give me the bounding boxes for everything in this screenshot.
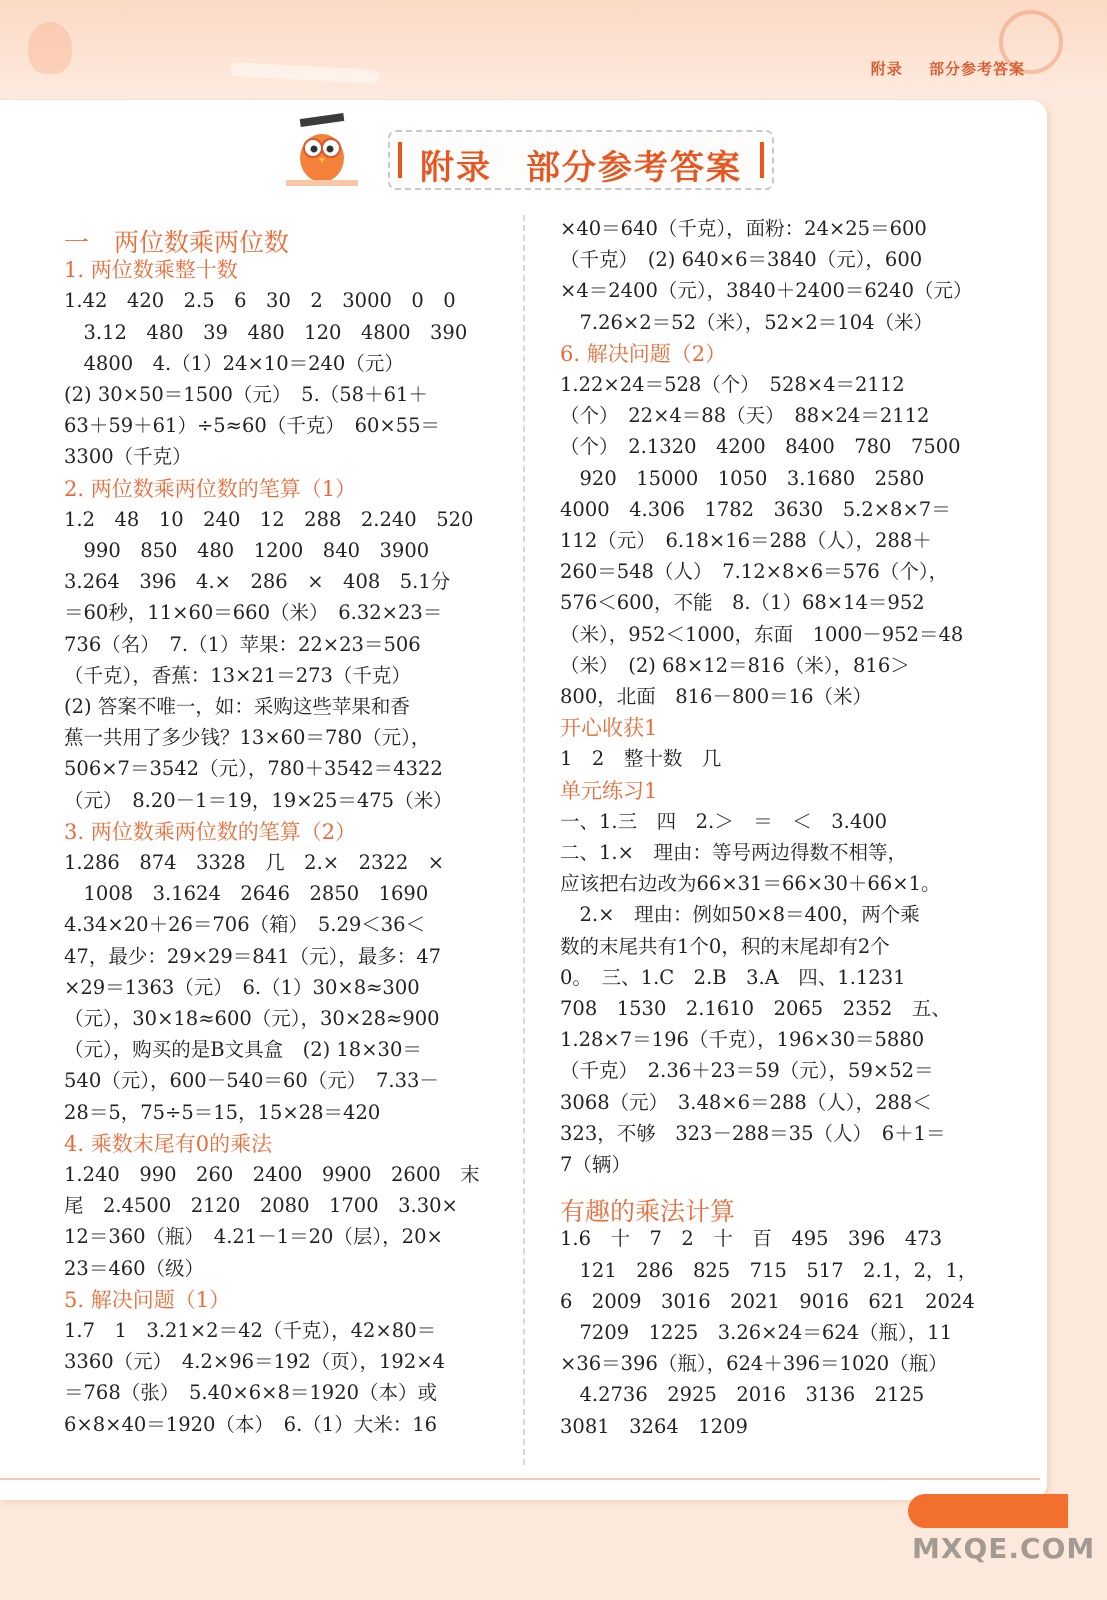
title-left: 附录 xyxy=(420,148,492,188)
answer-line: 28＝5，75÷5＝15，15×28＝420 xyxy=(64,1100,381,1124)
answer-line: 1.22×24＝528（个） 528×4＝2112 xyxy=(560,373,905,396)
answer-line: (2) 30×50＝1500（元） 5.（58＋61＋ xyxy=(64,383,428,406)
answer-line: 6×8×40＝1920（本） 6.（1）大米：16 xyxy=(64,1412,438,1436)
answer-line: （米），952＜1000，东面 1000－952＝48 xyxy=(560,622,964,646)
bottom-rule xyxy=(0,1478,1040,1480)
answer-line: 7.26×2＝52（米），52×2＝104（米） xyxy=(560,310,934,334)
answer-line: 4000 4.306 1782 3630 5.2×8×7＝ xyxy=(560,497,951,521)
answer-line: 1 2 整十数 几 xyxy=(560,747,722,771)
answer-line: (2) 答案不唯一，如：采购这些苹果和香 xyxy=(64,695,410,718)
section-heading: 有趣的乘法计算 xyxy=(560,1197,736,1227)
header-section: 附录 xyxy=(870,60,903,78)
answer-line: 736（名） 7.（1）苹果：22×23＝506 xyxy=(64,632,421,656)
column-divider xyxy=(523,215,525,1465)
answer-line: 7209 1225 3.26×24＝624（瓶），11 xyxy=(560,1321,953,1344)
answer-line: 576＜600，不能 8.（1）68×14＝952 xyxy=(560,591,925,615)
header-title: 部分参考答案 xyxy=(928,60,1025,78)
answer-line: 23＝460（级） xyxy=(64,1256,205,1280)
answer-line: 47，最少：29×29＝841（元），最多：47 xyxy=(64,944,442,968)
answer-line: 二、1.× 理由：等号两边得数不相等， xyxy=(560,841,907,864)
answer-line: 1008 3.1624 2646 2850 1690 xyxy=(64,882,429,906)
section-heading: 5. 解决问题（1） xyxy=(64,1287,231,1312)
answer-line: 800，北面 816－800＝16（米） xyxy=(560,685,872,708)
answer-line: 4.2736 2925 2016 3136 2125 xyxy=(560,1383,925,1407)
answer-line: 3081 3264 1209 xyxy=(560,1414,748,1438)
section-heading: 1. 两位数乘整十数 xyxy=(64,258,238,283)
answer-line: 121 286 825 715 517 2.1，2，1， xyxy=(560,1258,978,1282)
top-banner xyxy=(0,0,1107,100)
section-heading: 3. 两位数乘两位数的笔算（2） xyxy=(64,819,357,844)
lightbulb-icon xyxy=(28,22,72,74)
section-heading: 一 两位数乘两位数 xyxy=(64,228,290,257)
section-heading: 单元练习1 xyxy=(560,778,658,803)
answer-line: 1.240 990 260 2400 9900 2600 末 xyxy=(64,1163,480,1186)
answer-line: ＝768（张） 5.40×6×8＝1920（本）或 xyxy=(64,1381,438,1405)
answer-line: 3.264 396 4.× 286 × 408 5.1分 xyxy=(64,570,451,594)
answer-line: 1.6 十 7 2 十 百 495 396 473 xyxy=(560,1227,942,1251)
answer-line: 12＝360（瓶） 4.21－1＝20（层），20× xyxy=(64,1225,443,1249)
answer-line: ×40＝640（千克），面粉：24×25＝600 xyxy=(560,217,927,240)
answer-line: 506×7＝3542（元），780＋3542＝4322 xyxy=(64,757,443,781)
running-header xyxy=(851,58,1025,79)
answer-line: 260＝548（人） 7.12×8×6＝576（个）， xyxy=(560,560,949,584)
answer-line: ×4＝2400（元），3840＋2400＝6240（元） xyxy=(560,279,973,303)
page-badge xyxy=(908,1494,1068,1528)
section-heading: 2. 两位数乘两位数的笔算（1） xyxy=(64,476,357,501)
appendix-title-box xyxy=(388,130,774,190)
answer-line: 323，不够 323－288＝35（人） 6＋1＝ xyxy=(560,1121,946,1145)
answer-line: （个） 22×4＝88（天） 88×24＝2112 xyxy=(560,404,930,428)
answer-line: 990 850 480 1200 840 3900 xyxy=(64,539,430,562)
answer-line: 920 15000 1050 3.1680 2580 xyxy=(560,466,925,490)
answer-line: 3.12 480 39 480 120 4800 390 xyxy=(64,320,468,344)
answer-line: 4.34×20＋26＝706（箱） 5.29＜36＜ xyxy=(64,913,426,937)
answer-line: 1.2 48 10 240 12 288 2.240 520 xyxy=(64,507,474,531)
section-heading: 4. 乘数末尾有0的乘法 xyxy=(64,1131,273,1156)
answer-line: 7（辆） xyxy=(560,1153,631,1176)
answer-line: 3360（元） 4.2×96＝192（页），192×4 xyxy=(64,1350,445,1374)
appendix-title xyxy=(390,140,772,189)
owl-mascot-icon xyxy=(282,108,362,190)
answer-line: 应该把右边改为66×31＝66×30＋66×1。 xyxy=(560,872,941,896)
answer-line: 6 2009 3016 2021 9016 621 2024 xyxy=(560,1289,975,1313)
answer-line: 3068（元） 3.48×6＝288（人），288＜ xyxy=(560,1090,932,1114)
answer-line: （千克） 2.36＋23＝59（元），59×52＝ xyxy=(560,1059,934,1083)
answer-line: 63＋59＋61）÷5≈60（千克） 60×55＝ xyxy=(64,414,441,438)
answer-line: 112（元） 6.18×16＝288（人），288＋ xyxy=(560,529,932,552)
answer-line: ×29＝1363（元） 6.（1）30×8≈300 xyxy=(64,975,420,999)
answer-line: （千克），香蕉：13×21＝273（千克） xyxy=(64,663,411,687)
answer-line: 尾 2.4500 2120 2080 1700 3.30× xyxy=(64,1194,458,1218)
title-right: 部分参考答案 xyxy=(526,148,742,188)
answer-line: （千克） (2) 640×6＝3840（元），600 xyxy=(560,248,923,272)
answer-line: ＝60秒，11×60＝660（米） 6.32×23＝ xyxy=(64,601,443,625)
answer-line: （元） 8.20－1＝19，19×25＝475（米） xyxy=(64,788,453,812)
answer-line: 数的末尾共有1个0，积的末尾却有2个 xyxy=(560,934,890,958)
answer-line: （米） (2) 68×12＝816（米），816＞ xyxy=(560,653,910,677)
answer-line: 0。 三、1.C 2.B 3.A 四、1.1231 xyxy=(560,965,906,989)
answer-line: （个） 2.1320 4200 8400 780 7500 xyxy=(560,435,961,459)
answer-line: 1.286 874 3328 几 2.× 2322 × xyxy=(64,851,445,874)
answer-line: （元），购买的是B文具盒 (2) 18×30＝ xyxy=(64,1038,422,1062)
watermark: MXQE.COM xyxy=(912,1532,1096,1565)
answer-line: 1.42 420 2.5 6 30 2 3000 0 0 xyxy=(64,289,456,313)
answer-line: 708 1530 2.1610 2065 2352 五、 xyxy=(560,997,951,1020)
answer-line: ×36＝396（瓶），624＋396＝1020（瓶） xyxy=(560,1352,948,1376)
answer-line: 4800 4.（1）24×10＝240（元） xyxy=(64,351,404,375)
answer-line: 2.× 理由：例如50×8＝400，两个乘 xyxy=(560,903,920,927)
section-heading: 6. 解决问题（2） xyxy=(560,341,727,366)
section-heading: 开心收获1 xyxy=(560,716,658,741)
answer-line: （元），30×18≈600（元），30×28≈900 xyxy=(64,1007,440,1030)
answer-line: 一、1.三 四 2.＞ ＝ ＜ 3.400 xyxy=(560,809,888,833)
answer-line: 540（元），600－540＝60（元） 7.33－ xyxy=(64,1069,439,1093)
answer-line: 3300（千克） xyxy=(64,445,192,469)
answer-line: 1.7 1 3.21×2＝42（千克），42×80＝ xyxy=(64,1319,437,1342)
answer-line: 1.28×7＝196（千克），196×30＝5880 xyxy=(560,1028,925,1052)
answer-line: 蕉一共用了多少钱？13×60＝780（元）， xyxy=(64,726,431,750)
